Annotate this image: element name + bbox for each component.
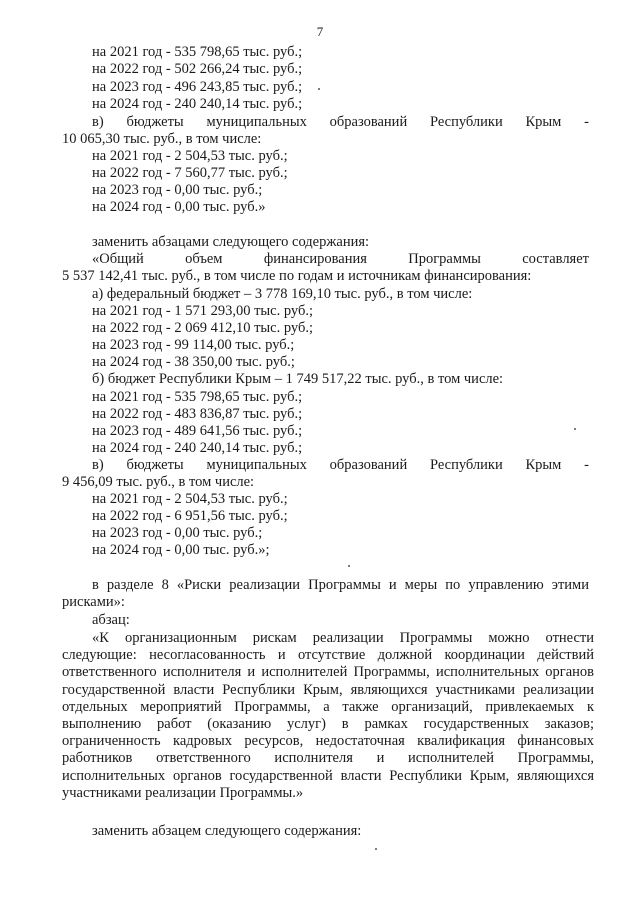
word: разделе — [106, 577, 154, 593]
quoted-paragraph: «К организационным рискам реализации Программы можно отнести следующие: несогласованность и отсутствие должной координации действий ответственного исполнителя и исполнителей Программы, исполнительных органов государственной власти Республики Крым, являющихся участниками реализации отдельных мероприятий Программы, а также организаций, привлекаемых к выполнению работ (оказанию услуг) в рамках государственных заказов; ограниченность кадровых ресурсов, недостаточная квалификация финансовых работников ответственного исполнителя и исполнителей Программы, исполнительных органов государственной власти Республики Крым, являющихся участниками реализации Программы.» — [62, 630, 594, 801]
text-line: на 2022 год - 502 266,24 тыс. руб.; — [92, 61, 303, 77]
text-line: на 2021 год - 2 504,53 тыс. руб.; — [92, 148, 288, 164]
word: в) — [92, 114, 104, 130]
text-line: рисками»: — [62, 594, 125, 610]
text-line: на 2021 год - 535 798,65 тыс. руб.; — [92, 389, 303, 405]
page-number: 7 — [316, 24, 324, 39]
word: финансирования — [263, 251, 367, 267]
word: и — [388, 577, 397, 593]
word: - — [584, 114, 589, 130]
word: 8 — [161, 577, 169, 593]
word: меры — [404, 577, 438, 593]
justified-line — [92, 251, 589, 268]
text-line: на 2024 год - 38 350,00 тыс. руб.; — [92, 354, 295, 370]
text-line: 10 065,30 тыс. руб., в том числе: — [62, 131, 262, 147]
text-line: б) бюджет Республики Крым – 1 749 517,22 тыс. руб., в том числе: — [92, 371, 504, 387]
justified-line — [92, 114, 589, 131]
text-line: на 2023 год - 0,00 тыс. руб.; — [92, 182, 263, 198]
text-line: на 2021 год - 1 571 293,00 тыс. руб.; — [92, 303, 313, 319]
word: образований — [329, 114, 408, 130]
text-line: 5 537 142,41 тыс. руб., в том числе по годам и источникам финансирования: — [62, 268, 532, 284]
text-line: на 2022 год - 7 560,77 тыс. руб.; — [92, 165, 288, 181]
word: бюджеты — [126, 114, 184, 130]
scan-speck — [375, 848, 377, 850]
word: образований — [329, 457, 408, 473]
word: объем — [185, 251, 223, 267]
word: Республики — [429, 457, 503, 473]
word: «Риски — [176, 577, 222, 593]
text-line: на 2024 год - 240 240,14 тыс. руб.; — [92, 96, 303, 112]
word: - — [584, 457, 589, 473]
word: Крым — [525, 457, 562, 473]
text-line: на 2022 год - 6 951,56 тыс. руб.; — [92, 508, 288, 524]
word: муниципальных — [206, 457, 307, 473]
replace-label: заменить абзацем следующего содержания: — [92, 823, 362, 839]
text-line: на 2024 год - 240 240,14 тыс. руб.; — [92, 440, 303, 456]
word: «Общий — [92, 251, 144, 267]
text-line: на 2024 год - 0,00 тыс. руб.»; — [92, 542, 270, 558]
word: бюджеты — [126, 457, 184, 473]
word: Программы — [308, 577, 381, 593]
scan-speck — [318, 88, 320, 90]
word: по — [445, 577, 461, 593]
word: Республики — [429, 114, 503, 130]
text-line: на 2022 год - 483 836,87 тыс. руб.; — [92, 406, 303, 422]
word: этими — [551, 577, 589, 593]
word: Программы — [408, 251, 481, 267]
scan-speck — [574, 428, 576, 430]
text-line: а) федеральный бюджет – 3 778 169,10 тыс. руб., в том числе: — [92, 286, 473, 302]
text-line: на 2023 год - 99 114,00 тыс. руб.; — [92, 337, 295, 353]
word: в — [92, 577, 99, 593]
text-line: абзац: — [92, 612, 130, 628]
text-line: на 2022 год - 2 069 412,10 тыс. руб.; — [92, 320, 313, 336]
text-line: на 2024 год - 0,00 тыс. руб.» — [92, 199, 266, 215]
word: Крым — [525, 114, 562, 130]
justified-line — [92, 457, 589, 474]
word: муниципальных — [206, 114, 307, 130]
replace-label: заменить абзацами следующего содержания: — [92, 234, 370, 250]
text-line: на 2023 год - 0,00 тыс. руб.; — [92, 525, 263, 541]
word: управлению — [468, 577, 544, 593]
text-line: на 2023 год - 489 641,56 тыс. руб.; — [92, 423, 303, 439]
text-line: на 2023 год - 496 243,85 тыс. руб.; — [92, 79, 303, 95]
scan-speck — [348, 565, 350, 567]
text-line: на 2021 год - 2 504,53 тыс. руб.; — [92, 491, 288, 507]
word: реализации — [229, 577, 301, 593]
word: составляет — [522, 251, 589, 267]
text-line: на 2021 год - 535 798,65 тыс. руб.; — [92, 44, 303, 60]
word: в) — [92, 457, 104, 473]
justified-line — [92, 577, 589, 594]
text-line: 9 456,09 тыс. руб., в том числе: — [62, 474, 255, 490]
